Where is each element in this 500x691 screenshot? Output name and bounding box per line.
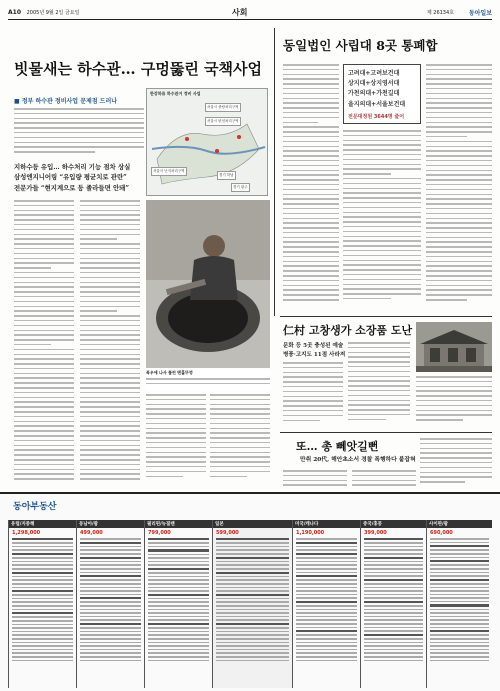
merger-pair: 을지의대+서울보건대 (348, 100, 406, 108)
gun-headline: 또… 총 뻬앗길뻔 (296, 440, 379, 453)
ad-column-header: 필리핀/뉴질랜 (145, 520, 212, 528)
ad-column (212, 520, 292, 688)
sewer-headline: 빗물새는 하수관… 구멍뚫린 국책사업 (14, 60, 263, 78)
theft-headline: 仁村 고창생가 소장품 도난 (283, 324, 413, 337)
section-rule (280, 432, 492, 433)
ad-price: 1,298,000 (12, 530, 41, 536)
photo-caption-title: 폭우에 나사 풀린 맨홀뚜껑 (146, 370, 193, 375)
university-body-col-3 (426, 64, 492, 310)
gun-kicker: 만취 20代, 해안초소서 경찰 폭행하다 붙잡혀 (300, 457, 416, 463)
sewer-body-col-2 (80, 200, 140, 482)
column-divider (274, 28, 275, 316)
section-rule (280, 316, 492, 317)
map-label: 서울시 중랑처리구역 (205, 103, 241, 112)
sewer-photo-caption (146, 370, 270, 390)
map-label: 경기 하남 (217, 171, 236, 180)
theft-body-col-2 (348, 342, 410, 428)
edition-number: 제 26134호 (426, 10, 454, 16)
ad-price: 1,190,000 (296, 530, 325, 536)
ad-column (360, 520, 426, 688)
ad-column-header: 유럽/지중해 (9, 520, 76, 528)
kicker-line: 전문가들 “현지계으로 등 졸라들면 안돼” (14, 183, 130, 192)
ad-price: 690,000 (430, 530, 453, 536)
ad-price: 799,000 (148, 530, 171, 536)
merger-pair: 가천의대+가천길대 (348, 90, 400, 98)
ad-price: 599,000 (216, 530, 239, 536)
gun-body-col-2 (352, 470, 416, 488)
classified-ad-section (0, 492, 500, 691)
ad-column-header: 중국/홍콩 (361, 520, 426, 528)
merger-pair: 상지대+상지영서대 (348, 80, 400, 88)
theft-body-col-1 (283, 362, 343, 428)
theft-photo (416, 322, 492, 372)
ad-column-header: 동남아/괌 (77, 520, 144, 528)
ad-column-header: 사이판/괌 (427, 520, 492, 528)
header-left (8, 9, 79, 16)
house-photo-illustration (416, 322, 492, 372)
map-label: 서울시 난지처리구역 (151, 167, 187, 176)
kicker-line: 지하수등 유입… 하수처리 기능 점차 상실 (14, 163, 131, 171)
page-number: A10 (8, 9, 21, 16)
sewer-photo (146, 200, 270, 368)
sewer-body-col-3 (146, 394, 206, 482)
university-headline: 동일법인 사립대 8곳 통폐합 (283, 38, 438, 53)
university-body-col-2 (343, 130, 421, 310)
kicker-line: 병풍·고지도 11점 사라져 (283, 351, 346, 358)
page-header (8, 6, 492, 20)
map-label: 경기 광주 (231, 183, 250, 192)
ad-column (8, 520, 76, 688)
ad-column (76, 520, 144, 688)
manhole-photo-illustration (146, 200, 270, 368)
newspaper-logo: 동아일보 (468, 10, 492, 17)
section-title: 사회 (232, 7, 248, 17)
theft-body-col-3 (416, 376, 492, 428)
university-merger-box (343, 64, 421, 124)
ad-column (292, 520, 360, 688)
sewer-kicker (14, 162, 130, 193)
gun-body-col-1 (283, 470, 347, 488)
map-label: 서울시 탄천처리구역 (205, 117, 241, 126)
issue-date: 2005년 9월 2일 금요일 (26, 10, 80, 16)
university-body-col-1 (283, 64, 339, 310)
kicker-line: 삼성엔지니어링 “유입량 평균치로 관란” (14, 173, 127, 182)
theft-kicker (283, 342, 345, 360)
kicker-line: 문화 등 5곳 충성된 예술 (283, 343, 344, 349)
merger-pair: 고려대+고려보건대 (348, 70, 400, 77)
gun-body-col-3 (420, 438, 492, 488)
ad-section-title: 동아부동산 (13, 502, 57, 512)
merger-box-caption: 전문대정원 3644명 줄어 (348, 113, 405, 120)
ad-column-header: 미국/캐나다 (293, 520, 360, 528)
sewer-body-col-4 (210, 394, 270, 482)
map-title: 한강하류 하수관거 정비 사업 (150, 91, 201, 96)
ad-price: 499,000 (80, 530, 103, 536)
sewer-body-col-1 (14, 200, 74, 482)
ad-column (144, 520, 212, 688)
sewer-lead-text (14, 108, 144, 156)
sewer-project-map (146, 88, 268, 196)
ad-column (426, 520, 492, 688)
sewer-subhead: ■ 정부 하수관 정비사업 문제점 드러나 (14, 98, 118, 105)
ad-price: 399,000 (364, 530, 387, 536)
ad-column-header: 일본 (213, 520, 292, 528)
